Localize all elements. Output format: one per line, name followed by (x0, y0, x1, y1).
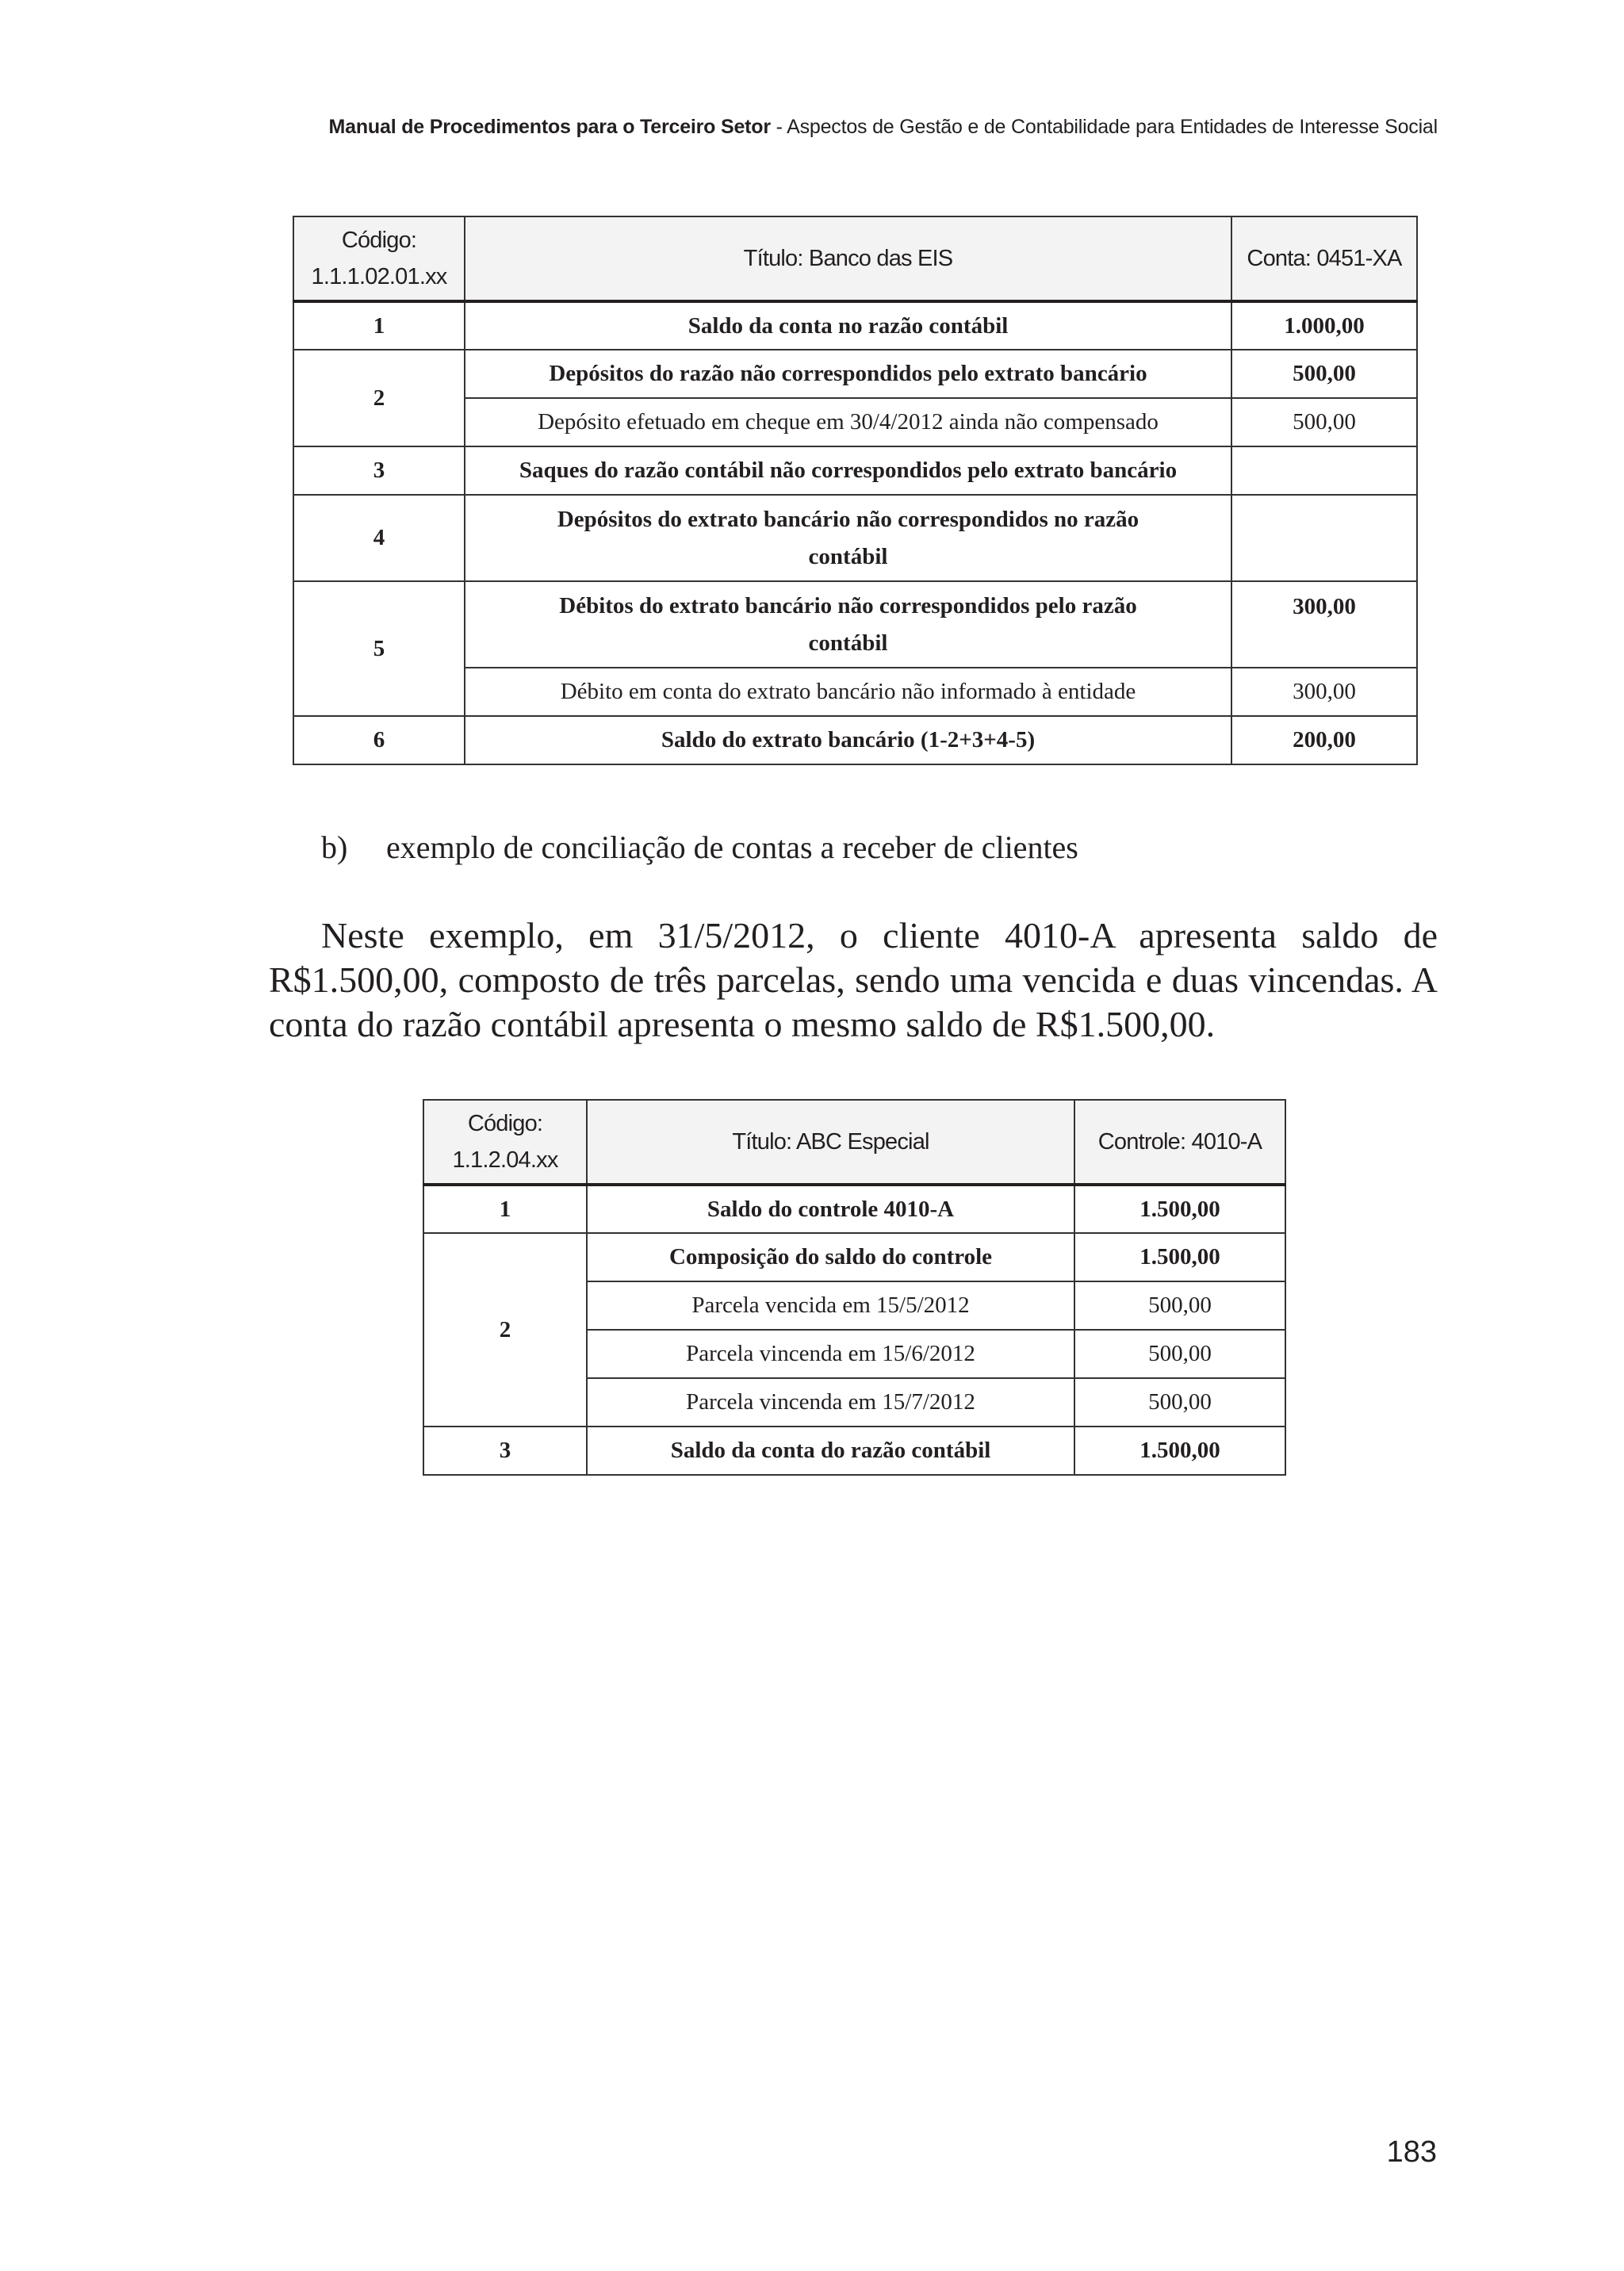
code-header-cell (293, 216, 465, 301)
row-number: 6 (293, 716, 465, 764)
header-book-title: Manual de Procedimentos para o Terceiro Setor (328, 116, 771, 138)
row-value: 200,00 (1231, 716, 1417, 764)
row-value: 500,00 (1231, 350, 1417, 398)
row-number: 2 (423, 1233, 587, 1427)
row-description: Depósitos do razão não correspondidos pelo extrato bancário (465, 350, 1231, 398)
table-row (423, 1427, 1285, 1475)
control-header-cell: Controle: 4010-A (1074, 1100, 1285, 1185)
table-row (423, 1233, 1285, 1281)
row-value (1231, 495, 1417, 581)
detail-description: Parcela vencida em 15/5/2012 (587, 1281, 1074, 1330)
row-description: Saldo do extrato bancário (1-2+3+4-5) (465, 716, 1231, 764)
table-row (293, 581, 1417, 668)
row-value: 1.500,00 (1074, 1233, 1285, 1281)
row-description (465, 495, 1231, 581)
table-row (423, 1185, 1285, 1233)
detail-value: 500,00 (1074, 1378, 1285, 1427)
table-row (293, 350, 1417, 398)
row-number: 3 (293, 446, 465, 495)
receivables-reconciliation-table (423, 1099, 1286, 1476)
running-header (0, 116, 1438, 139)
row-description-line2: contábil (808, 630, 888, 656)
row-description-line1: Débitos do extrato bancário não correspondidos pelo razão (559, 592, 1137, 618)
list-item-label: b) (321, 829, 348, 865)
header-subtitle: - Aspectos de Gestão e de Contabilidade para Entidades de Interesse Social (770, 116, 1438, 138)
code-value: 1.1.2.04.xx (452, 1147, 558, 1173)
detail-description: Débito em conta do extrato bancário não informado à entidade (465, 668, 1231, 716)
row-description-line1: Depósitos do extrato bancário não correspondidos no razão (557, 506, 1139, 532)
row-value: 300,00 (1231, 581, 1417, 668)
row-number: 2 (293, 350, 465, 446)
detail-value: 300,00 (1231, 668, 1417, 716)
row-description-line2: contábil (808, 543, 888, 569)
list-item-b (321, 829, 1078, 866)
account-header-cell: Conta: 0451-XA (1231, 216, 1417, 301)
row-value (1231, 446, 1417, 495)
row-description (465, 581, 1231, 668)
body-paragraph: Neste exemplo, em 31/5/2012, o cliente 4010-A apresenta saldo de R$1.500,00, composto de três parcelas, sendo uma vencida e duas vincendas. A conta do razão contábil apresenta o mesmo saldo de R$1.500,00. (269, 915, 1438, 1044)
table-row (293, 495, 1417, 581)
bank-reconciliation-table (293, 216, 1418, 765)
detail-description: Depósito efetuado em cheque em 30/4/2012 ainda não compensado (465, 398, 1231, 446)
detail-description: Parcela vincenda em 15/7/2012 (587, 1378, 1074, 1427)
row-number: 1 (293, 301, 465, 350)
row-description: Saques do razão contábil não correspondidos pelo extrato bancário (465, 446, 1231, 495)
code-label: Código: (467, 1111, 543, 1136)
page-number: 183 (1386, 2135, 1437, 2169)
row-description: Saldo da conta do razão contábil (587, 1427, 1074, 1475)
row-number: 4 (293, 495, 465, 581)
table-row (293, 716, 1417, 764)
detail-value: 500,00 (1074, 1330, 1285, 1378)
row-number: 1 (423, 1185, 587, 1233)
detail-value: 500,00 (1074, 1281, 1285, 1330)
detail-value: 500,00 (1231, 398, 1417, 446)
row-value: 1.000,00 (1231, 301, 1417, 350)
table-row (293, 301, 1417, 350)
row-value: 1.500,00 (1074, 1427, 1285, 1475)
code-label: Código: (341, 228, 417, 253)
table-header-row (423, 1100, 1285, 1185)
detail-description: Parcela vincenda em 15/6/2012 (587, 1330, 1074, 1378)
title-header-cell: Título: Banco das EIS (465, 216, 1231, 301)
row-number: 5 (293, 581, 465, 716)
title-header-cell: Título: ABC Especial (587, 1100, 1074, 1185)
code-value: 1.1.1.02.01.xx (311, 264, 447, 289)
row-description: Saldo da conta no razão contábil (465, 301, 1231, 350)
row-description: Composição do saldo do controle (587, 1233, 1074, 1281)
table-header-row (293, 216, 1417, 301)
row-description: Saldo do controle 4010-A (587, 1185, 1074, 1233)
row-number: 3 (423, 1427, 587, 1475)
code-header-cell (423, 1100, 587, 1185)
list-item-text: exemplo de conciliação de contas a receber de clientes (386, 829, 1078, 865)
row-value: 1.500,00 (1074, 1185, 1285, 1233)
table-row (293, 446, 1417, 495)
